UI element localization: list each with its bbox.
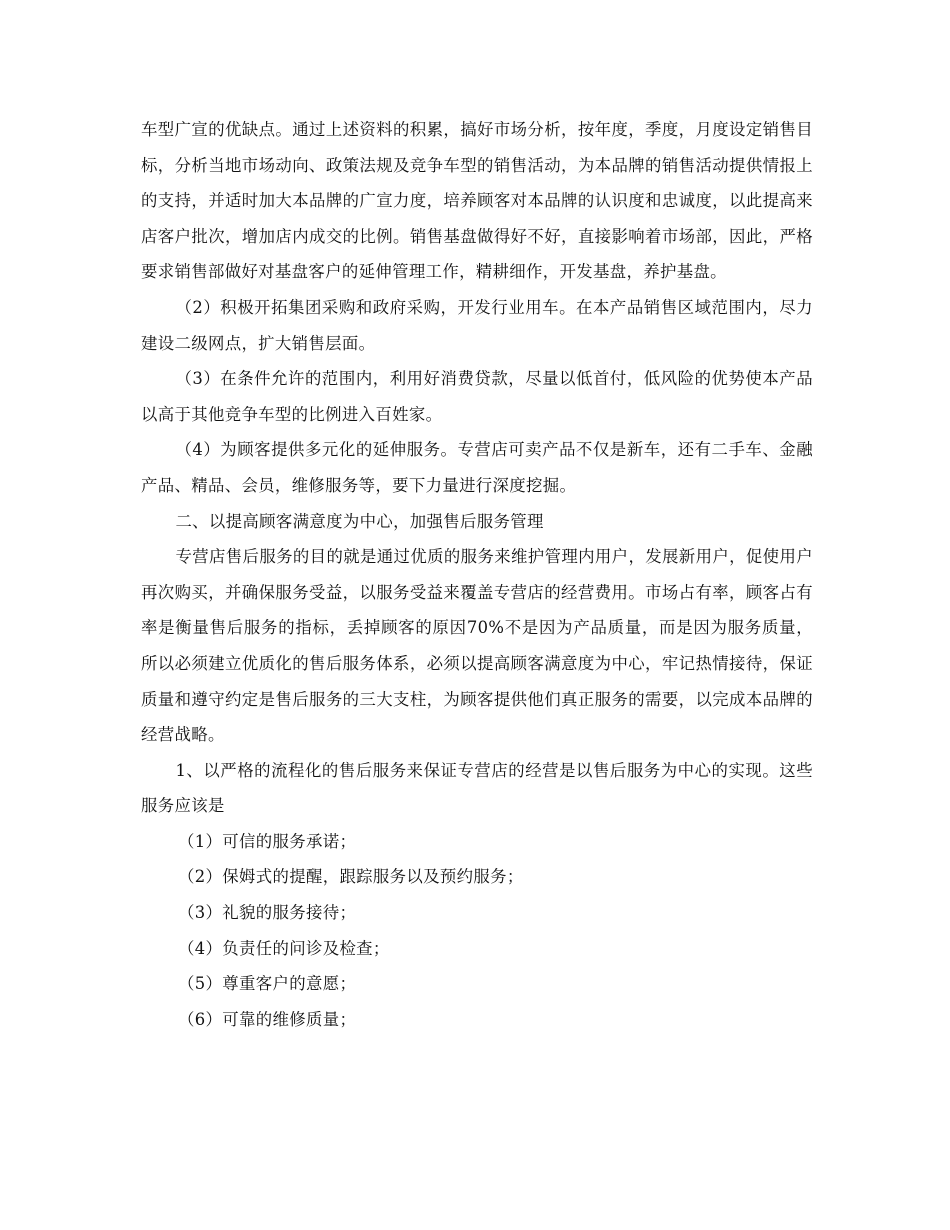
list-item: （3）礼貌的服务接待；: [178, 903, 357, 923]
paragraph-item-3: （3）在条件允许的范围内，利用好消费贷款，尽量以低首付，低风险的优势使本产品以高于其他竞争车型的比例进入百姓家。: [141, 369, 813, 424]
paragraph-after-sales-intro: 专营店售后服务的目的就是通过优质的服务来维护管理内用户，发展新用户，促使用户再次购买，并确保服务受益，以服务受益来覆盖专营店的经营费用。市场占有率，顾客占有率是衡量售后服务的指标，丢掉顾客的原因70%不是因为产品质量，而是因为服务质量，所以必须建立优质化的售后服务体系，必须以提高顾客满意度为中心，牢记热情接待，保证质量和遵守约定是售后服务的三大支柱，为顾客提供他们真正服务的需要，以完成本品牌的经营战略。: [141, 547, 813, 745]
document-body: [141, 112, 813, 1037]
paragraph-item-4: （4）为顾客提供多元化的延伸服务。专营店可卖产品不仅是新车，还有二手车、金融产品、精品、会员，维修服务等，要下力量进行深度挖掘。: [141, 440, 813, 495]
list-item: （2）保姆式的提醒，跟踪服务以及预约服务；: [178, 867, 524, 887]
list-item: （4）负责任的问诊及检查；: [178, 938, 390, 958]
paragraph-item-2: （2）积极开拓集团采购和政府采购，开发行业用车。在本产品销售区域范围内，尽力建设二级网点，扩大销售层面。: [141, 297, 813, 353]
paragraph-point-1: 1、以严格的流程化的售后服务来保证专营店的经营是以售后服务为中心的实现。这些服务应该是: [141, 760, 813, 816]
list-item: （5）尊重客户的意愿；: [178, 974, 357, 994]
section-heading: 二、以提高顾客满意度为中心，加强售后服务管理: [175, 511, 544, 531]
paragraph-continuation: 车型广宣的优缺点。通过上述资料的积累，搞好市场分析，按年度，季度，月度设定销售目标，分析当地市场动向、政策法规及竞争车型的销售活动，为本品牌的销售活动提供情报上的支持，并适时加大本品牌的广宣力度，培养顾客对本品牌的认识度和忠诚度，以此提高来店客户批次，增加店内成交的比例。销售基盘做得好不好，直接影响着市场部，因此，严格要求销售部做好对基盘客户的延伸管理工作，精耕细作，开发基盘，养护基盘。: [141, 120, 813, 282]
list-item: （1）可信的服务承诺；: [178, 831, 357, 851]
list-item: （6）可靠的维修质量；: [178, 1009, 357, 1029]
